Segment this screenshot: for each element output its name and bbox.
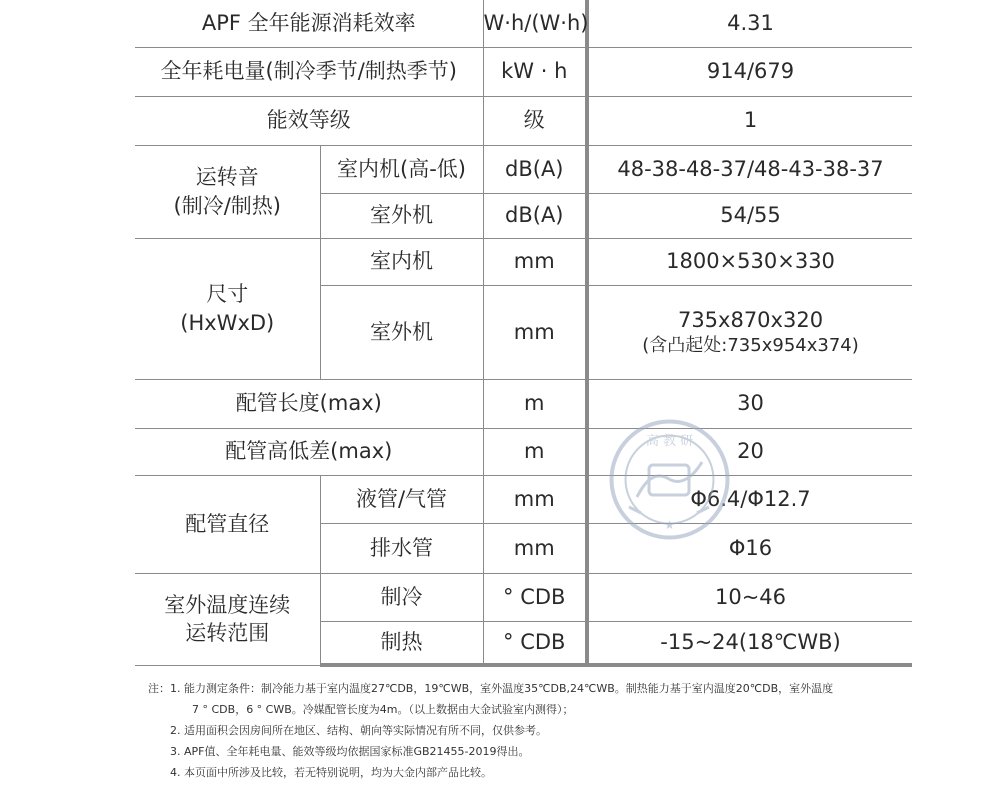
temp-range-label-line1: 室外温度连续 [164, 592, 291, 617]
pipe-liquid-gas-value: Φ6.4/Φ12.7 [587, 475, 912, 523]
row-pipe-diameter-liquid [135, 475, 912, 523]
note-1-cont: 7 ° CDB，6 ° CWB。冷媒配管长度为4m。（以上数据由大金试验室内测得）； [192, 703, 574, 716]
pipe-liquid-gas-unit: mm [483, 475, 587, 523]
pipe-height-unit: m [483, 428, 587, 475]
temp-range-label [135, 573, 320, 665]
noise-outdoor-sub: 室外机 [320, 193, 483, 238]
row-pipe-height [135, 428, 912, 475]
svg-text:★: ★ [664, 518, 675, 532]
noise-indoor-sub: 室内机(高-低) [320, 145, 483, 193]
pipe-height-value: 20 [587, 428, 912, 475]
footnotes [148, 678, 918, 783]
noise-indoor-unit: dB(A) [483, 145, 587, 193]
annual-power-unit: kW · h [483, 47, 587, 96]
row-temp-cooling [135, 573, 912, 621]
row-pipe-length [135, 379, 912, 428]
noise-label-line2: (制冷/制热) [173, 193, 281, 218]
row-energy-grade [135, 96, 912, 145]
noise-outdoor-value: 54/55 [587, 193, 912, 238]
row-noise-indoor [135, 145, 912, 193]
pipe-height-label: 配管高低差(max) [135, 428, 483, 475]
pipe-diameter-label: 配管直径 [135, 475, 320, 573]
noise-outdoor-unit: dB(A) [483, 193, 587, 238]
apf-label: APF 全年能源消耗效率 [135, 0, 483, 47]
row-apf [135, 0, 912, 47]
pipe-length-unit: m [483, 379, 587, 428]
size-indoor-sub: 室内机 [320, 238, 483, 285]
pipe-liquid-gas-sub: 液管/气管 [320, 475, 483, 523]
spec-table [135, 0, 912, 667]
temp-cooling-unit: ° CDB [483, 573, 587, 621]
apf-unit: W·h/(W·h) [483, 0, 587, 47]
size-outdoor-sub: 室外机 [320, 285, 483, 379]
row-size-indoor [135, 238, 912, 285]
temp-heating-value: -15~24(18℃WB) [587, 621, 912, 665]
energy-grade-unit: 级 [483, 96, 587, 145]
size-indoor-unit: mm [483, 238, 587, 285]
temp-heating-unit: ° CDB [483, 621, 587, 665]
noise-indoor-value: 48-38-48-37/48-43-38-37 [587, 145, 912, 193]
pipe-length-label: 配管长度(max) [135, 379, 483, 428]
size-indoor-value: 1800×530×330 [587, 238, 912, 285]
pipe-drain-sub: 排水管 [320, 523, 483, 573]
pipe-drain-unit: mm [483, 523, 587, 573]
size-label [135, 238, 320, 379]
noise-label [135, 145, 320, 238]
noise-label-line1: 运转音 [195, 165, 259, 190]
pipe-drain-value: Φ16 [587, 523, 912, 573]
watermark-text: 高 教 研 [645, 434, 694, 449]
energy-grade-value: 1 [587, 96, 912, 145]
temp-cooling-sub: 制冷 [320, 573, 483, 621]
size-label-line1: 尺寸 [206, 282, 249, 307]
annual-power-label: 全年耗电量(制冷季节/制热季节) [135, 47, 483, 96]
pipe-length-value: 30 [587, 379, 912, 428]
size-outdoor-unit: mm [483, 285, 587, 379]
row-annual-power [135, 47, 912, 96]
annual-power-value: 914/679 [587, 47, 912, 96]
size-label-line2: (HxWxD) [180, 310, 275, 335]
note-3: 3. APF值、全年耗电量、能效等级均依据国家标准GB21455-2019得出。 [170, 745, 530, 758]
note-4: 4. 本页面中所涉及比较，若无特别说明，均为大金内部产品比较。 [170, 766, 492, 779]
temp-heating-sub: 制热 [320, 621, 483, 665]
temp-cooling-value: 10~46 [587, 573, 912, 621]
note-2: 2. 适用面积会因房间所在地区、结构、朝向等实际情况有所不同，仅供参考。 [170, 724, 547, 737]
size-outdoor-value-line1: 735x870x320 [677, 307, 824, 332]
size-outdoor-value-line2: (含凸起处:735x954x374) [642, 335, 859, 357]
apf-value: 4.31 [587, 0, 912, 47]
note-1: 注：1. 能力测定条件：制冷能力基于室内温度27℃DB，19℃WB，室外温度35℃DB,24℃WB。制热能力基于室内温度20℃DB，室外温度 [148, 682, 834, 695]
energy-grade-label: 能效等级 [135, 96, 483, 145]
size-outdoor-value [587, 285, 912, 379]
watermark-seal [607, 417, 732, 542]
temp-range-label-line2: 运转范围 [185, 621, 270, 645]
